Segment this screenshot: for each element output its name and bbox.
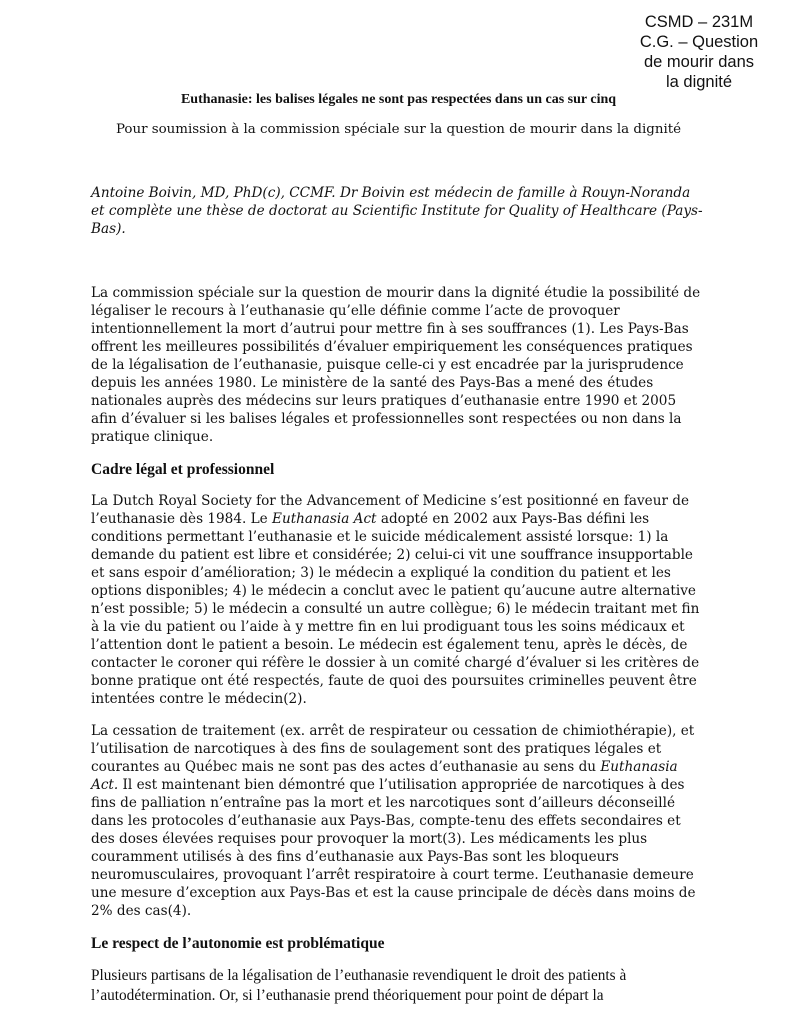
document-subtitle: Pour soumission à la commission spéciale sur la question de mourir dans la dignité bbox=[115, 122, 682, 137]
document-title: Euthanasie: les balises légales ne sont pas respectées dans un cas sur cinq bbox=[180, 92, 617, 107]
stamp-line: C.G. – Question bbox=[639, 33, 759, 51]
author-note: Antoine Boivin, MD, PhD(c), CCMF. Dr Boivin est médecin de famille à Rouyn-Noranda et complète une thèse de doctorat au Scientific Institute for Quality of Healthcare (Pays-Bas). bbox=[91, 185, 703, 237]
act-name-italic: Euthanasia Act bbox=[272, 511, 377, 527]
section-heading-legal-framework: Cadre légal et professionnel bbox=[91, 461, 275, 478]
section-heading-autonomy: Le respect de l’autonomie est problématique bbox=[91, 935, 385, 952]
stamp-line: CSMD – 231M bbox=[644, 13, 754, 31]
document-stamp bbox=[629, 12, 769, 92]
text-run: La cessation de traitement (ex. arrêt de respirateur ou cessation de chimiothérapie), et l’utilisation de narcotiques à des fins de soulagement sont des pratiques légales et courantes au Québec mais ne sont pas des actes d’euthanasie au sens du bbox=[91, 723, 695, 775]
legal-framework-paragraph-2 bbox=[91, 722, 706, 920]
intro-paragraph: La commission spéciale sur la question de mourir dans la dignité étudie la possibilité de légaliser le recours à l’euthanasie qu’elle définie comme l’acte de provoquer intentionnellement la mort d’autrui pour mettre fin à ses souffrances (1). Les Pays-Bas offrent les meilleures possibilités d’évaluer empiriquement les conséquences pratiques de la légalisation de l’euthanasie, puisque celle-ci y est encadrée par la jurisprudence depuis les années 1980. Le ministère de la santé des Pays-Bas a mené des études nationales auprès des médecins sur leurs pratiques d’euthanasie entre 1990 et 2005 afin d’évaluer si les balises légales et professionnelles sont respectées ou non dans la pratique clinique. bbox=[91, 285, 701, 445]
act-name-italic: Euthanasia Act. bbox=[91, 759, 678, 793]
text-run: adopté en 2002 aux Pays-Bas défini les conditions permettant l’euthanasie et le suicide médicalement assisté lorsque: 1) la demande du patient est libre et considérée; 2) celui-ci vit une souffrance insupportable et sans espoir d’amélioration; 3) le médecin a expliqué la condition du patient et les options disponibles; 4) le médecin a conclut avec le patient qu’aucune autre alternative n’est possible; 5) le médecin a consulté un autre collègue; 6) le médecin traitant met fin à la vie du patient ou l’aide à y mettre fin en lui prodiguant tous les soins médicaux et l’attention dont le patient a besoin. Le médecin est également tenu, après le décès, de contacter le coroner qui réfère le dossier à un comité chargé d’évaluer si les critères de bonne pratique ont été respectés, faute de quoi des poursuites criminelles peuvent être intentées contre le médecin(2). bbox=[91, 511, 700, 707]
legal-framework-paragraph-1 bbox=[91, 492, 706, 708]
document-body bbox=[91, 90, 706, 1006]
text-run: Il est maintenant bien démontré que l’utilisation appropriée de narcotiques à des fins de palliation n’entraîne pas la mort et les narcotiques sont d’ailleurs déconseillé dans les protocoles d’euthanasie aux Pays-Bas, compte-tenu des effets secondaires et des doses élevées requises pour provoquer la mort(3). Les médicaments les plus couramment utilisés à des fins d’euthanasie aux Pays-Bas sont les bloqueurs neuromusculaires, provoquant l’arrêt respiratoire à court terme. L’euthanasie demeure une mesure d’exception aux Pays-Bas et est la cause principale de décès dans moins de 2% des cas(4). bbox=[91, 777, 696, 919]
text-run: La Dutch Royal Society for the Advancement of Medicine s’est positionné en faveur de l’euthanasie dès 1984. Le bbox=[91, 493, 690, 527]
autonomy-paragraph-1: Plusieurs partisans de la légalisation de l’euthanasie revendiquent le droit des patients à l’autodétermination. Or, si l’euthanasie prend théoriquement pour point de départ la bbox=[91, 967, 627, 1004]
stamp-line: de mourir dans bbox=[643, 53, 755, 71]
stamp-line: la dignité bbox=[665, 73, 733, 91]
